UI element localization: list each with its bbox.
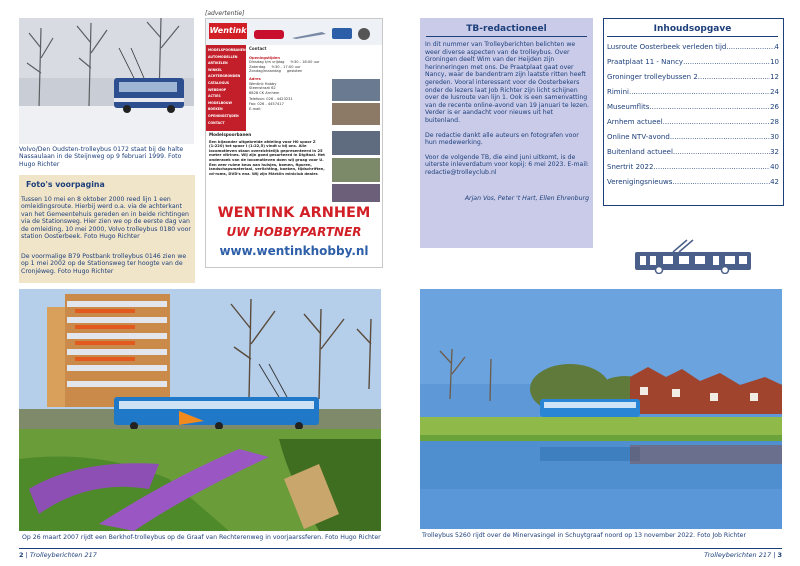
ad-menu-item[interactable]: CATALOGUS [208,80,230,85]
ad-menu [206,45,246,131]
toc-item-page: 24 [770,88,779,96]
toc-leader [629,88,770,96]
toc-divider [607,36,778,37]
ad-menu-item[interactable]: WINKEL [208,67,223,72]
ad-menu-item[interactable]: MODELBOUW [208,100,232,105]
ad-hours-day: Zaterdag [249,64,266,69]
front-page-photos-title: Foto's voorpagina [26,180,105,189]
toc-item-page: 42 [770,178,779,186]
footer-divider [19,548,782,549]
ad-modelspoor-heading: Modelspoorbanen [209,132,252,137]
toc-item[interactable] [607,133,779,141]
ad-shop-photo-4 [332,158,380,182]
ad-address-line: Steenstraat 62 [249,86,276,91]
ad-shop-photo-2 [332,103,380,125]
toc-item[interactable] [607,118,779,126]
editorial-paragraph: In dit nummer van Trolleyberichten belichten we weer diverse aspecten van de trolleybus. Over Groningen deelt Wim van der Heijden zijn herinneringen met ons. De Praatplaat gaat over Nancy, waar de bandentram zijn laatste ritten heeft gereden. Vooral interessant voor de Oosterbekers onder de lezers laat Job Richter zijn licht schijnen over de lusroute van lijn 1. Ook is een samenvatting van de recente online-avond van 19 januari te lezen. Verder is er aandacht voor nieuws uit het buitenland. [425,41,589,124]
ad-address-line: Wentink Hobby [249,81,277,86]
ad-menu-item[interactable]: CONTACT [208,120,225,125]
snow-trolleybus-photo [19,18,194,144]
toc-item[interactable] [607,148,779,156]
toc-item-title: Snertrit 2022 [607,163,654,171]
toc-leader [672,178,770,186]
toc-item-title: Praatplaat 11 - Nancy [607,58,684,66]
ad-hours-day: Zondag/maandag [249,69,281,74]
ad-hours-day: Dinsdag t/m vrijdag [249,60,285,65]
toc-item-title: Verenigingsnieuws [607,178,673,186]
editorial-signature: Arjan Vos, Peter 't Hart, Ellen Ehrenburg [464,195,589,202]
wentink-advertisement [205,18,383,268]
ad-shop-photo-5 [332,184,380,202]
ad-modelspoor-text: Een bijzonder uitgebreide afdeling voor H0 spoor Z (1:220) tot spoor I (1:22,5) vindt u bij ons. Alle locomotieven staan overzichtelijk gepresenteerd in 25 meter vitrines. Wij zijn goed gesorteerd in Digitaal. Het onderzoek van de locomotieven doen wij graag voor U. Een zeer ruime keus aan huisjes, bomen, figuren, landschapsmateriaal, verlichting, boeken, tijdschriften, cd-roms, DVD's enz. Wij zijn Märklin minicIub dealer. [209,139,325,176]
wentink-logo: Wentink [209,23,247,39]
toc-item-page: 12 [770,73,779,81]
toc-leader [683,58,770,66]
toc-item[interactable] [607,73,779,81]
left-page-number: 2 [19,551,24,559]
toc-item-page: 28 [770,118,779,126]
toc-item-title: Buitenland actueel [607,148,673,156]
editorial-paragraph: Voor de volgende TB, die eind juni uitkomt, is de uiterste inleverdatum voor kopij: 6 mei 2023. E-mail: redactie@trolleyclub.nl [425,153,589,176]
toc-item[interactable] [607,88,779,96]
ad-brand: WENTINK ARNHEM [217,205,371,221]
ad-hours-row [249,69,379,74]
ad-menu-item[interactable]: WEBSHOP [208,87,227,92]
right-page-number: 3 [777,551,782,559]
ad-menu-item[interactable]: ACTIES [208,94,221,99]
toc-title: Inhoudsopgave [653,24,732,34]
right-magazine-name: Trolleyberichten 217 | [704,551,776,559]
ad-menu-items [208,47,246,126]
toc-item[interactable] [607,58,779,66]
water-photo-caption: Trolleybus 5260 rijdt over de Minervasingel in Schuytgraaf noord op 13 november 2022. Foto Job Richter [422,532,747,539]
editorial-body [425,41,589,184]
water-trolleybus-photo [420,289,782,529]
toc-leader [698,73,770,81]
ad-menu-item[interactable]: BOEKEN [208,107,223,112]
toc-leader [670,133,770,141]
toc-item-page: 10 [770,58,779,66]
toc-leader [673,148,770,156]
berkhof-trolleybus-photo [19,289,381,531]
toc-item-title: Museumflits [607,103,650,111]
footer-right [600,551,782,559]
vehicle-banner-icon [252,22,378,42]
toc-item-page: 4 [774,43,779,51]
ad-hours-time: 9:30 - 17:00 uur [271,64,301,69]
toc-item-title: Online NTV-avond [607,133,670,141]
toc-item[interactable] [607,103,779,111]
footer-left [19,551,97,559]
ad-email[interactable]: E-mail: [249,106,262,111]
toc-item[interactable] [607,163,779,171]
ad-shop-photo-3 [332,131,380,155]
ad-address-heading: Adres [249,76,261,81]
toc-item[interactable] [607,43,779,51]
ad-menu-item[interactable]: AUTOMODELLEN [208,54,238,59]
ad-fax: Fax: 026 - 4457417 [249,101,284,106]
advertisement-tag: [advertentie] [205,10,245,17]
toc-item[interactable] [607,178,779,186]
ad-contact-heading: Contact [249,46,267,51]
ad-menu-item[interactable]: MODELSPOORBANEN [208,48,246,52]
ad-hours-time: 9:30 - 18:00 uur [290,60,320,65]
toc-item-page: 26 [770,103,779,111]
ad-menu-item[interactable]: ACHTERGRONDEN [208,74,241,79]
toc-leader [663,118,770,126]
ad-header [206,19,382,45]
front-page-photo-text-1: Tussen 10 mei en 8 oktober 2000 reed lijn 1 een omleidingsroute. Hierbij werd o.a. via de achterkant van het Gemeentehuis gereden en in beide richtingen via de Stationsweg. Hier zien we op de eerste dag van de omleiding, 10 mei 2000, Volvo trolleybus 0180 voor station Oosterbeek. Foto Hugo Richter [21,196,191,241]
toc-item-title: Rimini [607,88,629,96]
ad-menu-item[interactable]: OPENINGSTIJDEN [208,113,239,118]
toc-leader [653,163,770,171]
editorial-paragraph: De redactie dankt alle auteurs en fotografen voor hun medewerking. [425,131,579,147]
ad-phone: Telefoon: 026 - 4423231 [249,97,293,102]
ad-shop-photo-1 [332,79,380,101]
toc-item-title: Arnhem actueel [607,118,663,126]
ad-address-line: 6828 CK Arnhem [249,90,280,95]
left-magazine-name: | Trolleyberichten 217 [25,551,97,559]
toc-leader [649,103,770,111]
berkhof-photo-caption: Op 26 maart 2007 rijdt een Berkhof-trolleybus op de Graaf van Rechterenweg in voorjaarssferen. Foto Hugo Richter [22,534,381,541]
ad-hours-time: gesloten [286,69,303,74]
front-page-photo-text-2: De voormalige B79 Postbank trolleybus 0146 zien we op 1 mei 2002 op de Stationsweg ter hoogte van de Cronjéweg. Foto Hugo Richter [21,253,187,275]
trolleybus-icon [633,238,753,274]
ad-hours-heading: Openingstijden [249,55,280,60]
ad-menu-item[interactable]: ARTIKELEN [208,61,228,66]
ad-url-link[interactable]: www.wentinkhobby.nl [219,244,369,258]
toc-item-title: Lusroute Oosterbeek verleden tijd [607,43,727,51]
editorial-divider [426,36,587,37]
toc-item-page: 32 [770,148,779,156]
ad-modelspoor-block [209,133,329,176]
snow-photo-caption: Volvo/Den Oudsten-trolleybus 0172 staat bij de halte Nassaulaan in de Steijnweg op 9 februari 1999. Foto Hugo Richter [19,146,184,168]
toc-item-page: 40 [770,163,779,171]
toc-item-title: Groninger trolleybussen 2 [607,73,698,81]
toc-leader [726,43,774,51]
editorial-title: TB-redactioneel [466,24,547,34]
toc-item-page: 30 [770,133,779,141]
ad-tagline: UW HOBBYPARTNER [226,225,362,239]
